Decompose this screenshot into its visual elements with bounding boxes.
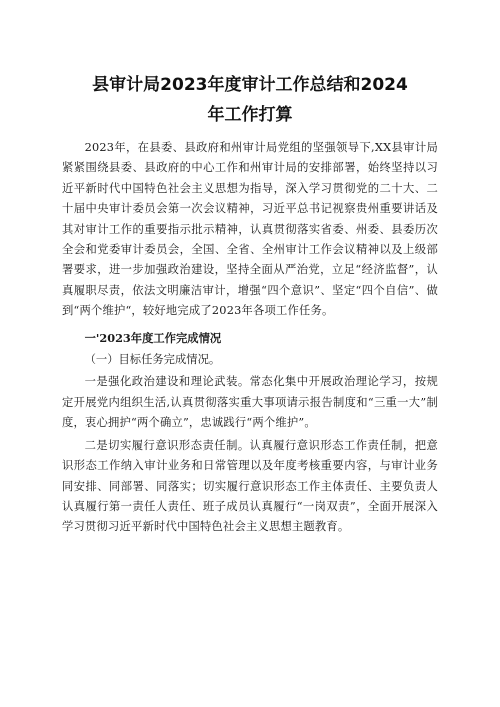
intro-paragraph: 2023年，在县委、县政府和州审计局党组的坚强领导下,XX县审计局紧紧围绕县委、县政府的中心工作和州审计局的安排部署，始终坚持以习近平新时代中国特色社会主义思想为指导，深入学习贯彻党的二十大、二十届中央审计委员会第一次会议精神，习近平总书记视察贵州重要讲话及其对审计工作的重要指示批示精神，认真贯彻落实省委、州委、县委历次全会和党委审计委员会，全国、全省、全州审计工作会议精神以及上级部署要求，进一步加强政治建设，坚持全面从严治党，立足“经济监督”，认真履职尽责，依法文明廉洁审计，增强“四个意识”、坚定“四个自信”、做到“两个维护“，较好地完成了2023年各项工作任务。 bbox=[62, 141, 438, 318]
title-line-2: 年工作打算 bbox=[207, 105, 293, 125]
title-line-1: 县审计局2023年度审计工作总结和2024 bbox=[92, 75, 408, 95]
subsection-heading-1: （一）目标任务完成情况。 bbox=[84, 353, 221, 367]
section-heading-1: 一'2023年度工作完成情况 bbox=[84, 330, 222, 345]
body-paragraph-1: 一是强化政治建设和理论武装。常态化集中开展政治理论学习，按规定开展党内组织生活,认真贯彻落实重大事项请示报告制度和“三重一大”制度，衷心拥护“两个确立”，忠诚践行“两个维护”。 bbox=[62, 375, 438, 430]
document-title bbox=[62, 70, 438, 130]
body-paragraph-2: 二是切实履行意识形态责任制。认真履行意识形态工作责任制，把意识形态工作纳入审计业务和日常管理以及年度考核重要内容，与审计业务同安排、同部署、同落实；切实履行意识形态工作主体责任、主要负责人认真履行第一责任人责任、班子成员认真履行“一岗双责”，全面开展深入学习贯彻习近平新时代中国特色社会主义思想主题教育。 bbox=[62, 438, 438, 534]
